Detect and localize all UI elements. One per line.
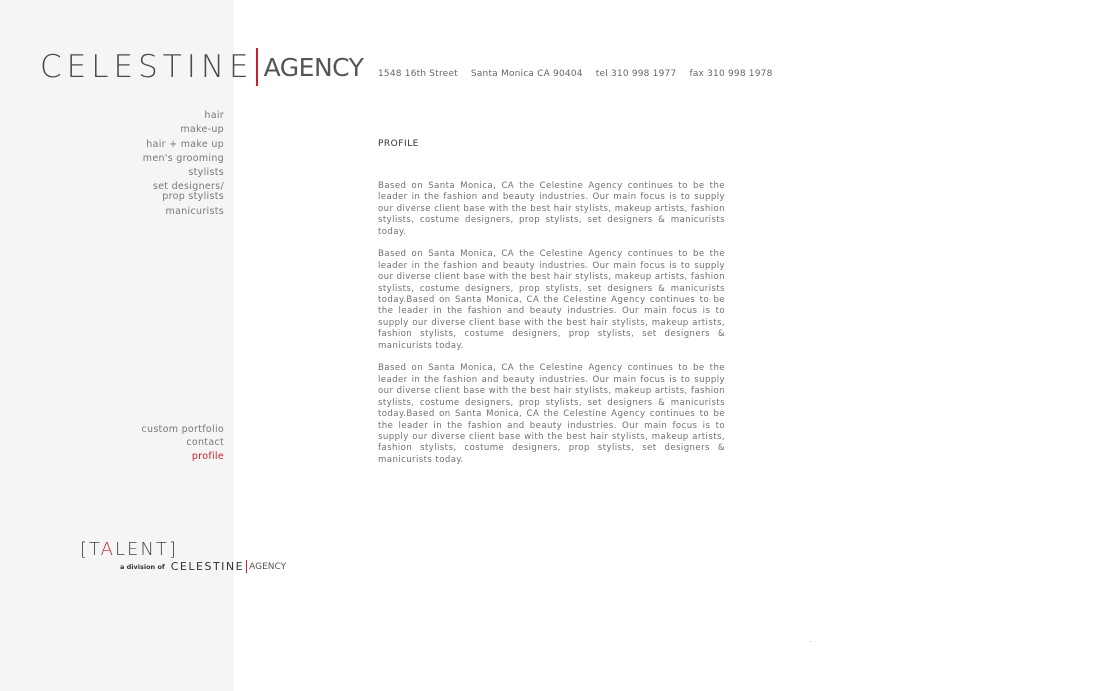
talent-letter-t: T xyxy=(89,539,101,560)
category-nav xyxy=(143,111,224,221)
nav-item-make-up[interactable]: make-up xyxy=(180,124,224,136)
profile-paragraph-1: Based on Santa Monica, CA the Celestine Agency continues to be the leader in the fashion and beauty industries. Our main focus is to supply our diverse client base with the best hair stylists, makeup artists, fashion stylists, costume designers, prop stylists, set designers & manicurists today. xyxy=(378,181,725,237)
talent-subline xyxy=(120,560,286,573)
talent-wordmark xyxy=(80,540,178,560)
nav-item-stylists[interactable]: stylists xyxy=(188,167,224,179)
contact-tel: tel 310 998 1977 xyxy=(595,69,677,79)
sidebar xyxy=(0,0,234,691)
profile-paragraph-2: Based on Santa Monica, CA the Celestine Agency continues to be the leader in the fashion and beauty industries. Our main focus is to supply our diverse client base with the best hair stylists, makeup artists, fashion stylists, costume designers, prop stylists, set designers & manicurists today.Based on Santa Monica, CA the Celestine Agency continues to be the leader in the fashion and beauty industries. Our main focus is to supply our diverse client base with the best hair stylists, makeup artists, fashion stylists, costume designers, prop stylists, set designers & manicurists today. xyxy=(378,249,725,351)
nav-item-custom-portfolio[interactable]: custom portfolio xyxy=(141,424,224,435)
nav-item-prop-stylists[interactable]: prop stylists xyxy=(162,191,224,203)
celestine-agency-logo[interactable] xyxy=(40,47,363,87)
contact-city: Santa Monica CA 90404 xyxy=(470,69,583,79)
nav-item-contact[interactable]: contact xyxy=(186,437,224,449)
profile-content xyxy=(378,181,725,478)
site-nav xyxy=(141,425,224,465)
talent-close-bracket: ] xyxy=(168,539,178,560)
talent-logo[interactable] xyxy=(80,539,287,573)
contact-street: 1548 16th Street xyxy=(378,69,458,79)
nav-item-profile[interactable]: profile xyxy=(191,450,224,462)
talent-letter-a: A xyxy=(100,539,115,560)
nav-item-manicurists[interactable]: manicurists xyxy=(165,205,224,217)
talent-open-bracket: [ xyxy=(80,539,90,560)
talent-celestine-text: CELESTINE xyxy=(170,560,245,573)
talent-division-text: a division of xyxy=(120,562,165,571)
profile-paragraph-3: Based on Santa Monica, CA the Celestine Agency continues to be the leader in the fashion and beauty industries. Our main focus is to supply our diverse client base with the best hair stylists, makeup artists, fashion stylists, costume designers, prop stylists, set designers & manicurists today.Based on Santa Monica, CA the Celestine Agency continues to be the leader in the fashion and beauty industries. Our main focus is to supply our diverse client base with the best hair stylists, makeup artists, fashion stylists, costume designers, prop stylists, set designers & manicurists today. xyxy=(378,363,725,465)
contact-fax: fax 310 998 1978 xyxy=(689,69,773,79)
page-title: PROFILE xyxy=(378,139,419,149)
contact-info xyxy=(378,69,783,79)
talent-letters-rest: LENT xyxy=(114,539,169,560)
talent-agency-text: AGENCY xyxy=(249,561,287,572)
logo-divider xyxy=(256,48,258,86)
logo-agency-text: AGENCY xyxy=(263,53,364,82)
nav-item-set-designers[interactable]: set designers/ xyxy=(152,181,224,193)
nav-item-mens-grooming[interactable]: men's grooming xyxy=(142,152,224,164)
stray-dot xyxy=(810,641,811,642)
talent-divider xyxy=(246,560,247,573)
nav-item-hair[interactable]: hair xyxy=(204,110,224,121)
logo-celestine-text: CELESTINE xyxy=(40,49,254,85)
nav-item-hair-make-up[interactable]: hair + make up xyxy=(146,138,224,150)
